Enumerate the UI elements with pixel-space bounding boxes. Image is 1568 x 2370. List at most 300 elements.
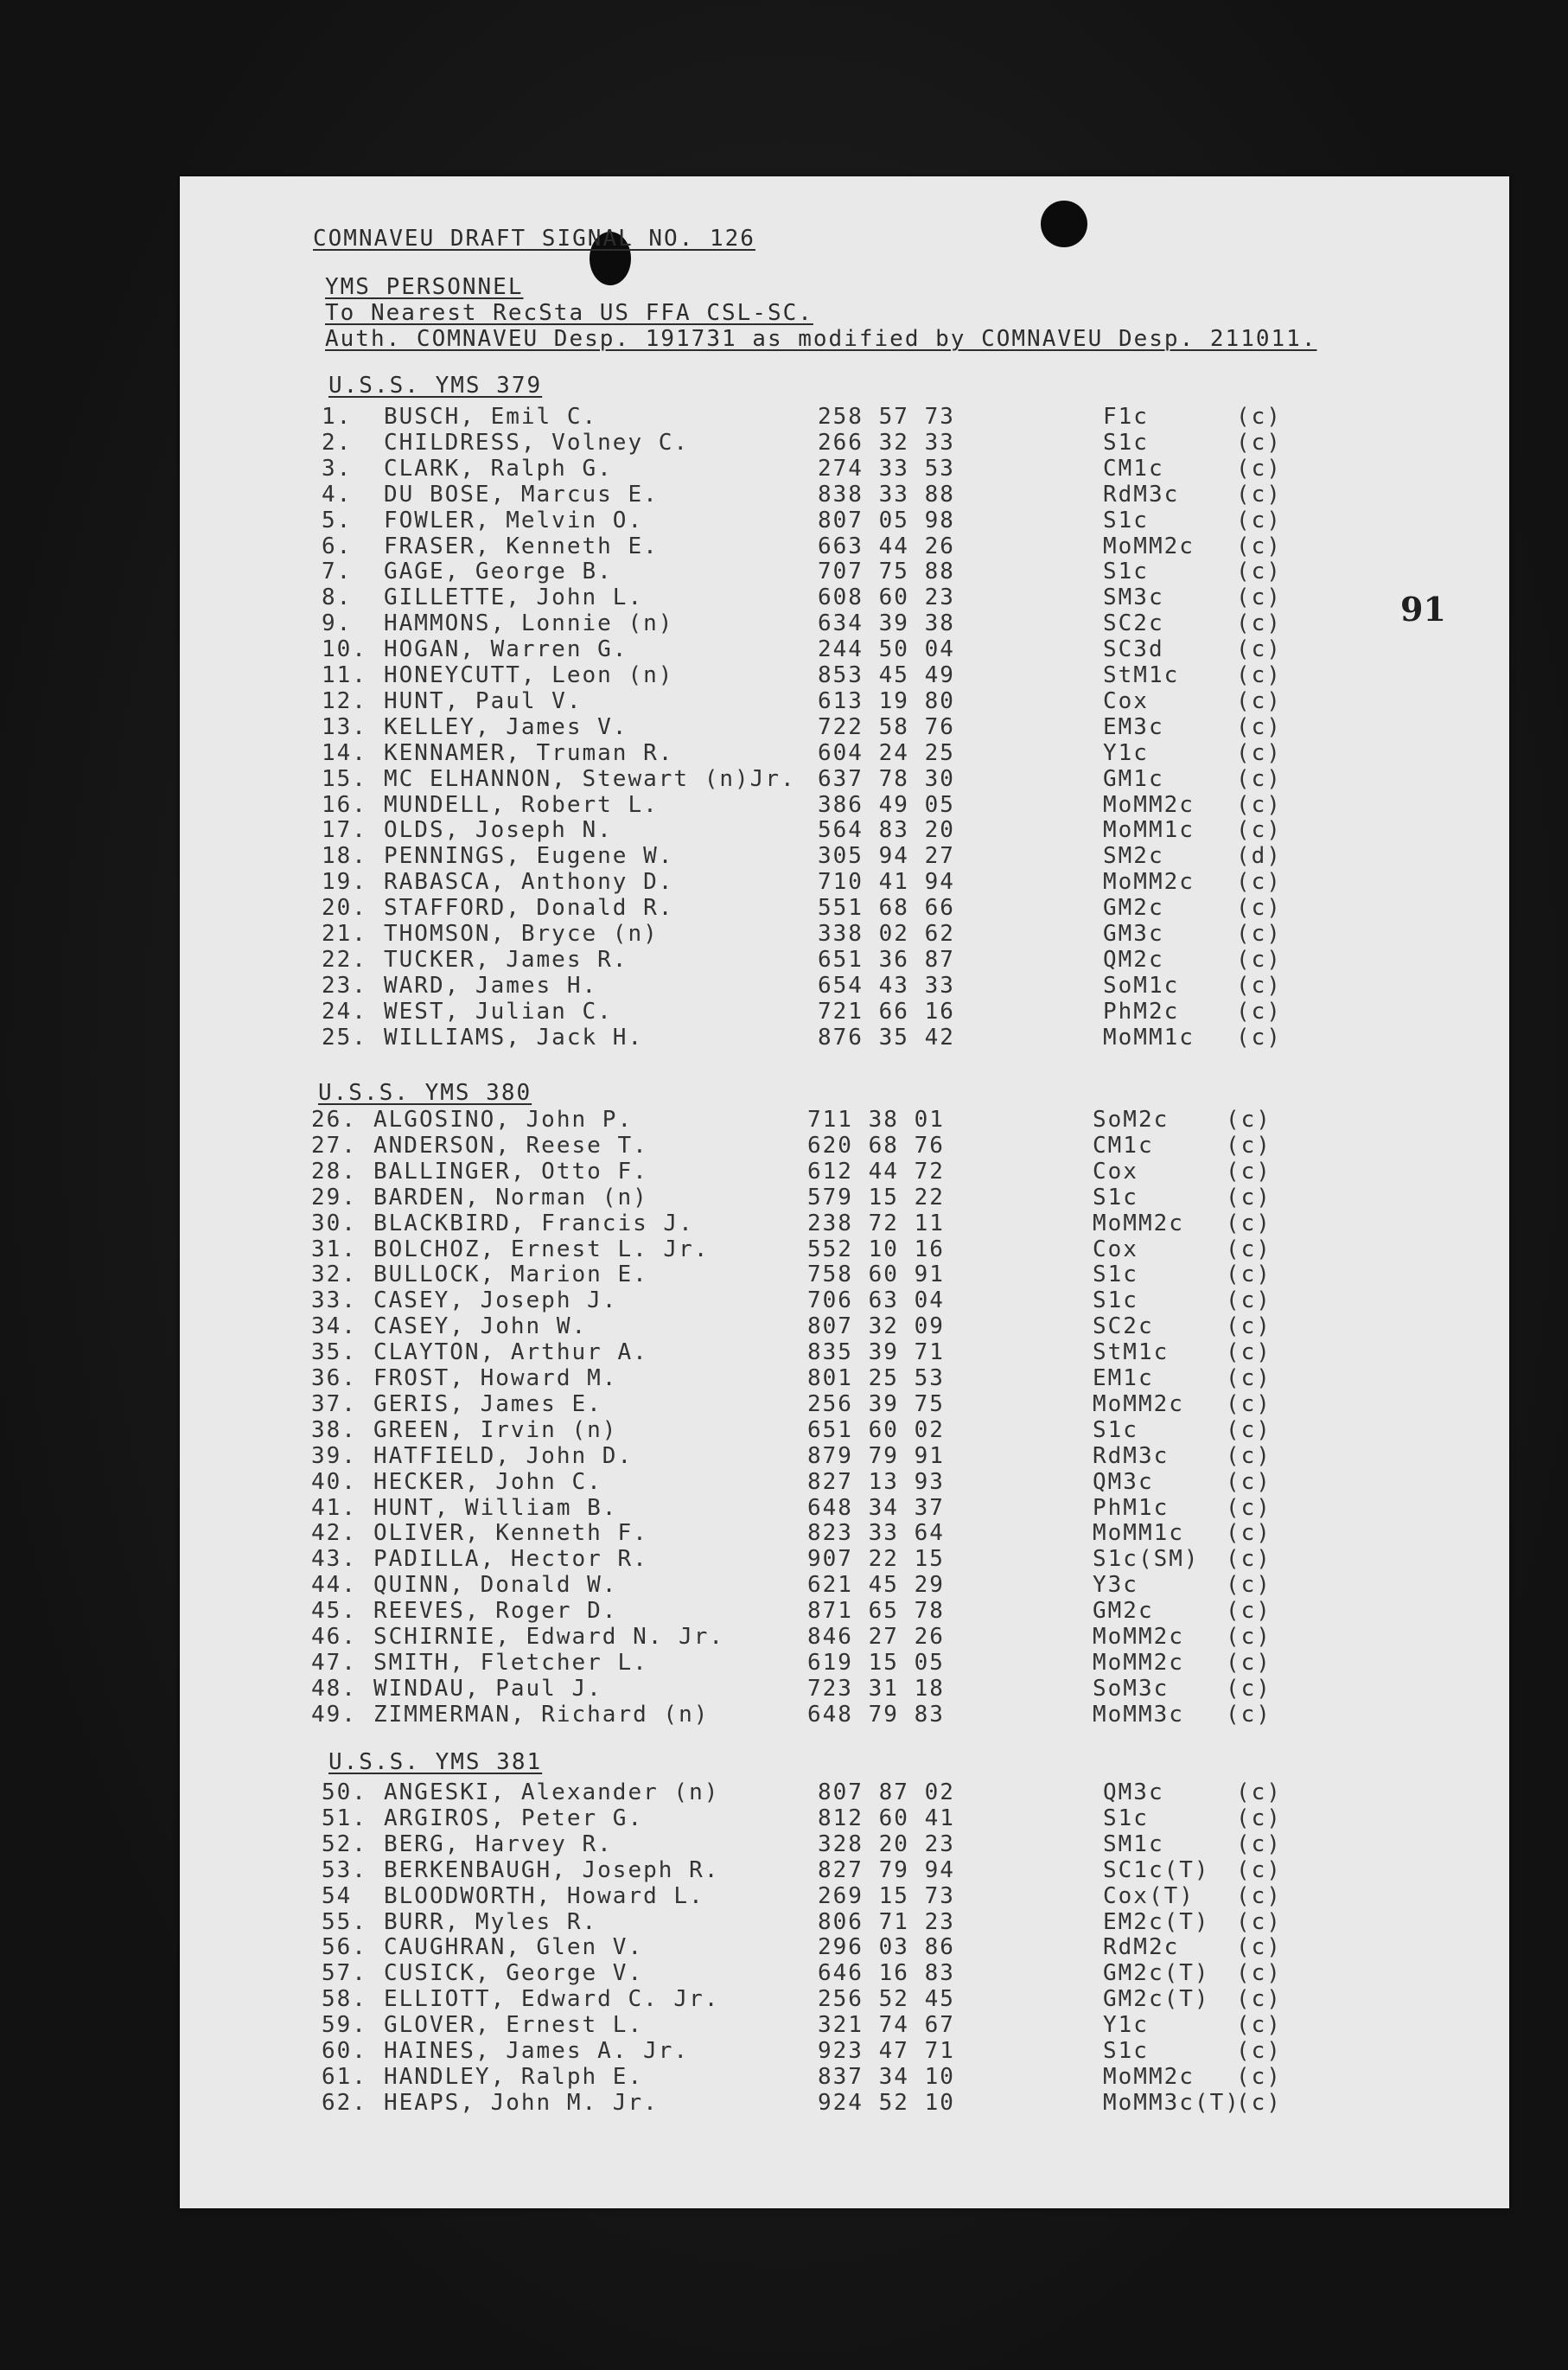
service-number: 706 63 04 <box>807 1287 945 1314</box>
rating: GM3c <box>1103 921 1164 947</box>
rating: S1c <box>1093 1416 1138 1443</box>
status-code: (c) <box>1236 533 1282 559</box>
section-title: U.S.S. YMS 380 <box>318 1080 532 1106</box>
service-number: 806 71 23 <box>818 1908 955 1935</box>
status-code: (c) <box>1236 791 1282 818</box>
status-code: (c) <box>1236 1960 1282 1987</box>
personnel-name: PENNINGS, Eugene W. <box>384 843 674 870</box>
service-number: 923 47 71 <box>818 2038 955 2064</box>
row-number: 47. <box>311 1649 357 1676</box>
service-number: 648 79 83 <box>807 1701 945 1728</box>
row-number: 11. <box>322 662 367 688</box>
service-number: 328 20 23 <box>818 1830 955 1857</box>
status-code: (c) <box>1236 1024 1282 1051</box>
service-number: 579 15 22 <box>807 1184 945 1211</box>
header-line-personnel: YMS PERSONNEL <box>325 274 524 300</box>
personnel-name: FROST, Howard M. <box>373 1365 618 1391</box>
rating: MoMM2c <box>1093 1624 1184 1650</box>
service-number: 838 33 88 <box>818 481 955 508</box>
status-code: (c) <box>1226 1236 1272 1262</box>
status-code: (c) <box>1226 1313 1272 1340</box>
personnel-name: GLOVER, Ernest L. <box>384 2012 644 2039</box>
personnel-name: MC ELHANNON, Stewart (n)Jr. <box>384 765 796 792</box>
service-number: 812 60 41 <box>818 1805 955 1831</box>
row-number: 3. <box>322 455 353 482</box>
status-code: (c) <box>1236 610 1282 637</box>
personnel-name: HATFIELD, John D. <box>373 1442 634 1469</box>
status-code: (c) <box>1226 1287 1272 1314</box>
rating: SM1c <box>1103 1830 1164 1857</box>
service-number: 823 33 64 <box>807 1520 945 1547</box>
service-number: 620 68 76 <box>807 1132 945 1159</box>
service-number: 646 16 83 <box>818 1960 955 1987</box>
row-number: 10. <box>322 636 367 663</box>
rating: StM1c <box>1093 1339 1170 1366</box>
rating: S1c <box>1093 1287 1138 1314</box>
personnel-name: FRASER, Kenneth E. <box>384 533 659 559</box>
personnel-name: CASEY, John W. <box>373 1313 588 1340</box>
row-number: 53. <box>322 1856 367 1883</box>
status-code: (c) <box>1236 1856 1282 1883</box>
row-number: 12. <box>322 687 367 714</box>
service-number: 723 31 18 <box>807 1675 945 1702</box>
row-number: 38. <box>311 1416 357 1443</box>
rating: Y1c <box>1103 2012 1149 2039</box>
row-number: 50. <box>322 1779 367 1805</box>
service-number: 305 94 27 <box>818 843 955 870</box>
service-number: 564 83 20 <box>818 817 955 844</box>
rating: SC3d <box>1103 636 1164 663</box>
rating: Cox <box>1093 1158 1138 1185</box>
rating: Cox(T) <box>1103 1882 1195 1909</box>
status-code: (c) <box>1236 895 1282 922</box>
rating: SoM2c <box>1093 1107 1170 1133</box>
row-number: 41. <box>311 1494 357 1521</box>
personnel-name: CAUGHRAN, Glen V. <box>384 1934 644 1961</box>
rating: S1c <box>1093 1262 1138 1288</box>
row-number: 28. <box>311 1158 357 1185</box>
personnel-name: WARD, James H. <box>384 972 598 999</box>
status-code: (c) <box>1226 1262 1272 1288</box>
rating: F1c <box>1103 404 1149 430</box>
row-number: 19. <box>322 869 367 896</box>
row-number: 48. <box>311 1675 357 1702</box>
personnel-name: BOLCHOZ, Ernest L. Jr. <box>373 1236 710 1262</box>
rating: S1c <box>1103 1805 1149 1831</box>
personnel-name: HANDLEY, Ralph E. <box>384 2063 644 2090</box>
status-code: (c) <box>1236 972 1282 999</box>
personnel-name: WILLIAMS, Jack H. <box>384 1024 644 1051</box>
status-code: (c) <box>1236 404 1282 430</box>
service-number: 846 27 26 <box>807 1624 945 1650</box>
status-code: (c) <box>1226 1132 1272 1159</box>
service-number: 758 60 91 <box>807 1262 945 1288</box>
service-number: 338 02 62 <box>818 921 955 947</box>
personnel-name: CLAYTON, Arthur A. <box>373 1339 648 1366</box>
row-number: 56. <box>322 1934 367 1961</box>
rating: CM1c <box>1093 1132 1154 1159</box>
rating: RdM2c <box>1103 1934 1180 1961</box>
status-code: (c) <box>1236 1908 1282 1935</box>
status-code: (c) <box>1226 1442 1272 1469</box>
rating: PhM2c <box>1103 998 1180 1025</box>
personnel-name: GERIS, James E. <box>373 1390 602 1417</box>
service-number: 619 15 05 <box>807 1649 945 1676</box>
status-code: (c) <box>1226 1210 1272 1236</box>
row-number: 20. <box>322 895 367 922</box>
service-number: 663 44 26 <box>818 533 955 559</box>
row-number: 62. <box>322 2089 367 2116</box>
rating: S1c <box>1103 559 1149 585</box>
status-code: (c) <box>1236 765 1282 792</box>
draft-signal-title: COMNAVEU DRAFT SIGNAL NO. 126 <box>313 226 755 252</box>
row-number: 18. <box>322 843 367 870</box>
service-number: 801 25 53 <box>807 1365 945 1391</box>
status-code: (c) <box>1226 1390 1272 1417</box>
status-code: (c) <box>1236 2063 1282 2090</box>
rating: MoMM1c <box>1103 1024 1195 1051</box>
status-code: (c) <box>1236 817 1282 844</box>
service-number: 853 45 49 <box>818 662 955 688</box>
status-code: (c) <box>1236 455 1282 482</box>
personnel-name: HAMMONS, Lonnie (n) <box>384 610 674 637</box>
rating: SM3c <box>1103 585 1164 611</box>
status-code: (c) <box>1236 1779 1282 1805</box>
service-number: 634 39 38 <box>818 610 955 637</box>
personnel-name: FOWLER, Melvin O. <box>384 507 644 533</box>
row-number: 6. <box>322 533 353 559</box>
rating: Cox <box>1103 687 1149 714</box>
status-code: (c) <box>1226 1184 1272 1211</box>
rating: SC1c(T) <box>1103 1856 1210 1883</box>
rating: RdM3c <box>1093 1442 1170 1469</box>
rating: RdM3c <box>1103 481 1180 508</box>
personnel-name: BULLOCK, Marion E. <box>373 1262 648 1288</box>
row-number: 25. <box>322 1024 367 1051</box>
rating: MoMM3c(T) <box>1103 2089 1240 2116</box>
personnel-name: HECKER, John C. <box>373 1468 602 1495</box>
service-number: 722 58 76 <box>818 713 955 740</box>
status-code: (c) <box>1226 1520 1272 1547</box>
service-number: 604 24 25 <box>818 739 955 766</box>
header-line-destination: To Nearest RecSta US FFA CSL-SC. <box>325 300 813 326</box>
status-code: (c) <box>1226 1339 1272 1366</box>
status-code: (c) <box>1226 1468 1272 1495</box>
rating: QM3c <box>1103 1779 1164 1805</box>
row-number: 43. <box>311 1546 357 1573</box>
status-code: (c) <box>1236 559 1282 585</box>
service-number: 238 72 11 <box>807 1210 945 1236</box>
service-number: 807 32 09 <box>807 1313 945 1340</box>
personnel-name: SCHIRNIE, Edward N. Jr. <box>373 1624 725 1650</box>
service-number: 807 87 02 <box>818 1779 955 1805</box>
section-title: U.S.S. YMS 381 <box>328 1749 543 1775</box>
row-number: 54 <box>322 1882 353 1909</box>
row-number: 61. <box>322 2063 367 2090</box>
personnel-name: WEST, Julian C. <box>384 998 613 1025</box>
service-number: 721 66 16 <box>818 998 955 1025</box>
row-number: 42. <box>311 1520 357 1547</box>
rating: EM3c <box>1103 713 1164 740</box>
rating: SC2c <box>1093 1313 1154 1340</box>
status-code: (c) <box>1236 662 1282 688</box>
service-number: 269 15 73 <box>818 1882 955 1909</box>
rating: MoMM2c <box>1093 1649 1184 1676</box>
rating: S1c <box>1103 2038 1149 2064</box>
rating: MoMM2c <box>1103 791 1195 818</box>
service-number: 296 03 86 <box>818 1934 955 1961</box>
personnel-name: HUNT, William B. <box>373 1494 618 1521</box>
status-code: (c) <box>1226 1624 1272 1650</box>
row-number: 32. <box>311 1262 357 1288</box>
service-number: 710 41 94 <box>818 869 955 896</box>
personnel-name: TUCKER, James R. <box>384 946 628 973</box>
rating: GM2c <box>1103 895 1164 922</box>
rating: MoMM2c <box>1103 533 1195 559</box>
status-code: (d) <box>1236 843 1282 870</box>
status-code: (c) <box>1236 507 1282 533</box>
personnel-name: PADILLA, Hector R. <box>373 1546 648 1573</box>
row-number: 24. <box>322 998 367 1025</box>
service-number: 612 44 72 <box>807 1158 945 1185</box>
row-number: 2. <box>322 429 353 456</box>
rating: MoMM1c <box>1103 817 1195 844</box>
personnel-name: OLDS, Joseph N. <box>384 817 613 844</box>
status-code: (c) <box>1226 1107 1272 1133</box>
service-number: 621 45 29 <box>807 1572 945 1599</box>
service-number: 274 33 53 <box>818 455 955 482</box>
rating: S1c <box>1103 507 1149 533</box>
rating: GM2c(T) <box>1103 1960 1210 1987</box>
service-number: 648 34 37 <box>807 1494 945 1521</box>
personnel-name: CUSICK, George V. <box>384 1960 644 1987</box>
punch-hole <box>1041 201 1087 247</box>
personnel-name: HUNT, Paul V. <box>384 687 583 714</box>
row-number: 35. <box>311 1339 357 1366</box>
personnel-name: ZIMMERMAN, Richard (n) <box>373 1701 710 1728</box>
rating: EM2c(T) <box>1103 1908 1210 1935</box>
rating: MoMM1c <box>1093 1520 1184 1547</box>
service-number: 827 79 94 <box>818 1856 955 1883</box>
status-code: (c) <box>1236 687 1282 714</box>
service-number: 651 36 87 <box>818 946 955 973</box>
row-number: 37. <box>311 1390 357 1417</box>
personnel-name: ELLIOTT, Edward C. Jr. <box>384 1986 720 2013</box>
personnel-name: MUNDELL, Robert L. <box>384 791 659 818</box>
status-code: (c) <box>1236 946 1282 973</box>
service-number: 551 68 66 <box>818 895 955 922</box>
service-number: 552 10 16 <box>807 1236 945 1262</box>
status-code: (c) <box>1236 998 1282 1025</box>
status-code: (c) <box>1226 1572 1272 1599</box>
personnel-name: SMITH, Fletcher L. <box>373 1649 648 1676</box>
service-number: 321 74 67 <box>818 2012 955 2039</box>
row-number: 13. <box>322 713 367 740</box>
status-code: (c) <box>1226 1494 1272 1521</box>
row-number: 44. <box>311 1572 357 1599</box>
status-code: (c) <box>1236 636 1282 663</box>
personnel-name: BERG, Harvey R. <box>384 1830 613 1857</box>
personnel-name: THOMSON, Bryce (n) <box>384 921 659 947</box>
personnel-name: BLACKBIRD, Francis J. <box>373 1210 694 1236</box>
status-code: (c) <box>1236 2038 1282 2064</box>
status-code: (c) <box>1236 2089 1282 2116</box>
row-number: 8. <box>322 585 353 611</box>
status-code: (c) <box>1236 1934 1282 1961</box>
personnel-name: KELLEY, James V. <box>384 713 628 740</box>
rating: QM3c <box>1093 1468 1154 1495</box>
rating: QM2c <box>1103 946 1164 973</box>
status-code: (c) <box>1236 2012 1282 2039</box>
row-number: 40. <box>311 1468 357 1495</box>
personnel-name: STAFFORD, Donald R. <box>384 895 674 922</box>
row-number: 7. <box>322 559 353 585</box>
service-number: 879 79 91 <box>807 1442 945 1469</box>
row-number: 26. <box>311 1107 357 1133</box>
status-code: (c) <box>1226 1598 1272 1625</box>
status-code: (c) <box>1226 1546 1272 1573</box>
status-code: (c) <box>1236 713 1282 740</box>
header-line-authority: Auth. COMNAVEU Desp. 191731 as modified by COMNAVEU Desp. 211011. <box>325 326 1317 352</box>
status-code: (c) <box>1226 1701 1272 1728</box>
rating: SoM3c <box>1093 1675 1170 1702</box>
row-number: 29. <box>311 1184 357 1211</box>
rating: SM2c <box>1103 843 1164 870</box>
personnel-name: HONEYCUTT, Leon (n) <box>384 662 674 688</box>
status-code: (c) <box>1236 869 1282 896</box>
status-code: (c) <box>1226 1158 1272 1185</box>
service-number: 876 35 42 <box>818 1024 955 1051</box>
service-number: 654 43 33 <box>818 972 955 999</box>
personnel-name: HEAPS, John M. Jr. <box>384 2089 659 2116</box>
personnel-name: BALLINGER, Otto F. <box>373 1158 648 1185</box>
status-code: (c) <box>1236 429 1282 456</box>
personnel-name: ANDERSON, Reese T. <box>373 1132 648 1159</box>
service-number: 637 78 30 <box>818 765 955 792</box>
personnel-name: WINDAU, Paul J. <box>373 1675 602 1702</box>
rating: CM1c <box>1103 455 1164 482</box>
row-number: 57. <box>322 1960 367 1987</box>
personnel-name: DU BOSE, Marcus E. <box>384 481 659 508</box>
rating: MoMM2c <box>1103 869 1195 896</box>
rating: PhM1c <box>1093 1494 1170 1521</box>
status-code: (c) <box>1236 1882 1282 1909</box>
personnel-name: BLOODWORTH, Howard L. <box>384 1882 704 1909</box>
status-code: (c) <box>1226 1416 1272 1443</box>
row-number: 39. <box>311 1442 357 1469</box>
service-number: 924 52 10 <box>818 2089 955 2116</box>
row-number: 23. <box>322 972 367 999</box>
row-number: 33. <box>311 1287 357 1314</box>
personnel-name: QUINN, Donald W. <box>373 1572 618 1599</box>
row-number: 27. <box>311 1132 357 1159</box>
personnel-name: ANGESKI, Alexander (n) <box>384 1779 720 1805</box>
service-number: 827 13 93 <box>807 1468 945 1495</box>
personnel-name: HOGAN, Warren G. <box>384 636 628 663</box>
status-code: (c) <box>1226 1675 1272 1702</box>
personnel-name: HAINES, James A. Jr. <box>384 2038 690 2064</box>
status-code: (c) <box>1236 1805 1282 1831</box>
service-number: 871 65 78 <box>807 1598 945 1625</box>
rating: MoMM2c <box>1103 2063 1195 2090</box>
row-number: 49. <box>311 1701 357 1728</box>
row-number: 52. <box>322 1830 367 1857</box>
rating: MoMM3c <box>1093 1701 1184 1728</box>
status-code: (c) <box>1236 739 1282 766</box>
rating: Cox <box>1093 1236 1138 1262</box>
status-code: (c) <box>1236 1986 1282 2013</box>
personnel-name: CLARK, Ralph G. <box>384 455 613 482</box>
rating: MoMM2c <box>1093 1390 1184 1417</box>
status-code: (c) <box>1236 585 1282 611</box>
row-number: 55. <box>322 1908 367 1935</box>
row-number: 31. <box>311 1236 357 1262</box>
row-number: 15. <box>322 765 367 792</box>
row-number: 59. <box>322 2012 367 2039</box>
service-number: 837 34 10 <box>818 2063 955 2090</box>
page-number: 91 <box>1400 590 1446 629</box>
row-number: 21. <box>322 921 367 947</box>
row-number: 5. <box>322 507 353 533</box>
status-code: (c) <box>1226 1649 1272 1676</box>
service-number: 258 57 73 <box>818 404 955 430</box>
personnel-name: CHILDRESS, Volney C. <box>384 429 690 456</box>
service-number: 266 32 33 <box>818 429 955 456</box>
rating: EM1c <box>1093 1365 1154 1391</box>
service-number: 256 39 75 <box>807 1390 945 1417</box>
row-number: 45. <box>311 1598 357 1625</box>
rating: Y1c <box>1103 739 1149 766</box>
personnel-name: ARGIROS, Peter G. <box>384 1805 644 1831</box>
row-number: 58. <box>322 1986 367 2013</box>
rating: SoM1c <box>1103 972 1180 999</box>
row-number: 30. <box>311 1210 357 1236</box>
rating: S1c <box>1103 429 1149 456</box>
rating: Y3c <box>1093 1572 1138 1599</box>
service-number: 386 49 05 <box>818 791 955 818</box>
status-code: (c) <box>1236 481 1282 508</box>
row-number: 60. <box>322 2038 367 2064</box>
row-number: 4. <box>322 481 353 508</box>
service-number: 608 60 23 <box>818 585 955 611</box>
row-number: 14. <box>322 739 367 766</box>
row-number: 34. <box>311 1313 357 1340</box>
personnel-name: REEVES, Roger D. <box>373 1598 618 1625</box>
personnel-name: OLIVER, Kenneth F. <box>373 1520 648 1547</box>
rating: MoMM2c <box>1093 1210 1184 1236</box>
personnel-name: GREEN, Irvin (n) <box>373 1416 618 1443</box>
rating: GM2c(T) <box>1103 1986 1210 2013</box>
row-number: 1. <box>322 404 353 430</box>
service-number: 807 05 98 <box>818 507 955 533</box>
row-number: 17. <box>322 817 367 844</box>
status-code: (c) <box>1236 921 1282 947</box>
personnel-name: BERKENBAUGH, Joseph R. <box>384 1856 720 1883</box>
personnel-name: BURR, Myles R. <box>384 1908 598 1935</box>
rating: SC2c <box>1103 610 1164 637</box>
status-code: (c) <box>1226 1365 1272 1391</box>
section-title: U.S.S. YMS 379 <box>328 373 543 399</box>
row-number: 22. <box>322 946 367 973</box>
service-number: 256 52 45 <box>818 1986 955 2013</box>
row-number: 46. <box>311 1624 357 1650</box>
row-number: 16. <box>322 791 367 818</box>
service-number: 651 60 02 <box>807 1416 945 1443</box>
status-code: (c) <box>1236 1830 1282 1857</box>
service-number: 907 22 15 <box>807 1546 945 1573</box>
personnel-name: BUSCH, Emil C. <box>384 404 598 430</box>
personnel-name: BARDEN, Norman (n) <box>373 1184 648 1211</box>
